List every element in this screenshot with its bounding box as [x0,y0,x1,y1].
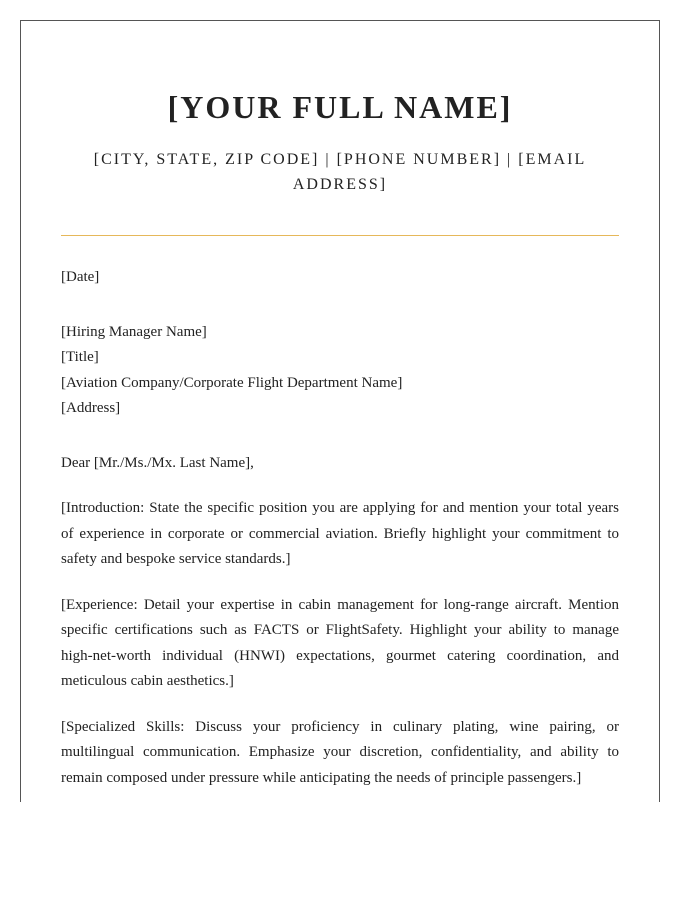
recipient-address: [Address] [61,400,121,416]
letter-date: [Date] [61,269,100,285]
header-divider [61,235,619,236]
paragraph-introduction: [Introduction: State the specific position you are applying for and mention your total years of experience in corporate or commercial aviation. Briefly highlight your commitment to safety and bespoke service standards.] [61,500,619,567]
paragraph-specialized-skills: [Specialized Skills: Discuss your proficiency in culinary plating, wine pairing, or multilingual communication. Emphasize your discretion, confidentiality, and ability to remain composed under pressure while anticipating the needs of principle passengers.] [61,718,619,786]
recipient-block [61,320,619,422]
recipient-title: [Title] [61,349,99,365]
letter-page [20,20,660,802]
paragraph-experience: [Experience: Detail your expertise in cabin management for long-range aircraft. Mention specific certifications such as FACTS or FlightSafety. Highlight your ability to manage high-net-worth individual (HNWI) expectations, gourmet catering coordination, and meticulous cabin aesthetics.] [61,596,619,689]
contact-info: [CITY, STATE, ZIP CODE] | [PHONE NUMBER] | [EMAIL ADDRESS] [93,151,587,193]
recipient-name: [Hiring Manager Name] [61,323,207,340]
recipient-company: [Aviation Company/Corporate Flight Department Name] [61,374,403,391]
letter-content [61,21,619,791]
applicant-name: [YOUR FULL NAME] [167,89,513,125]
salutation: Dear [Mr./Ms./Mx. Last Name], [61,454,254,471]
